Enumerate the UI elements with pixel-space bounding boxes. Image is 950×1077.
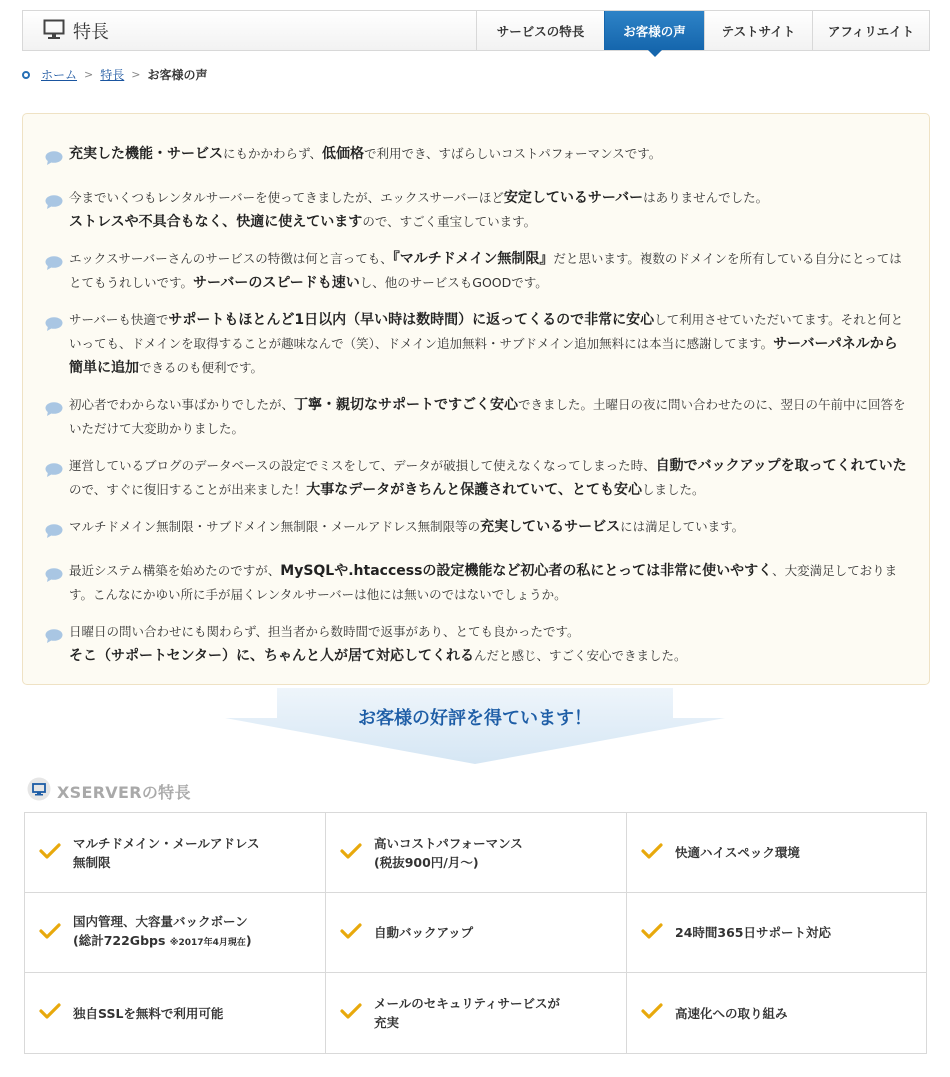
voice-item [45, 620, 909, 668]
page-title: 特長 [73, 21, 109, 43]
voice-highlight: MySQLや.htaccessの設定機能など初心者の私にとっては非常に使いやすく [280, 563, 773, 579]
speech-bubble-icon [45, 149, 63, 173]
feature-label [675, 923, 831, 942]
breadcrumb-separator: > [84, 68, 94, 81]
feature-item [627, 813, 926, 893]
feature-item [627, 893, 926, 973]
feature-item [326, 893, 627, 973]
voice-item [45, 247, 909, 295]
voice-item [45, 308, 909, 380]
feature-label-line: マルチドメイン・メールアドレス [73, 835, 260, 851]
feature-label [73, 1004, 223, 1023]
feature-item [627, 973, 926, 1053]
feature-label [374, 834, 523, 872]
voice-text-segment: して利用させていただいてます。それと何といっても、ドメインを取得することが趣味なんで（笑）、ドメイン追加無料・サブドメイン追加無料には本当に感謝してます。 [69, 312, 904, 351]
checkmark-icon [39, 922, 61, 944]
voice-item [45, 515, 909, 546]
voice-text-segment: できるのも便利です。 [139, 360, 264, 375]
voice-item [45, 186, 909, 234]
feature-item [326, 973, 627, 1053]
voice-text [69, 186, 909, 234]
voice-text [69, 247, 909, 295]
page-header [22, 10, 930, 51]
checkmark-icon [641, 922, 663, 944]
voice-text-segment: で利用でき、すばらしいコストパフォーマンスです。 [364, 146, 662, 161]
speech-bubble-icon [45, 400, 63, 424]
voice-text-segment: マルチドメイン無制限・サブドメイン無制限・メールアドレス無制限等の [69, 519, 481, 534]
speech-bubble-icon [45, 627, 63, 651]
voice-item [45, 393, 909, 441]
voice-text-segment: には満足しています。 [620, 519, 745, 534]
section-tabs [476, 11, 929, 50]
voice-text [69, 515, 909, 539]
features-heading-text: XSERVERの特長 [57, 782, 191, 802]
voice-highlight: 大事なデータがきちんと保護されていて、とても安心 [306, 482, 642, 498]
voice-highlight: 安定しているサーバー [503, 190, 644, 206]
customer-voices-box [22, 113, 930, 685]
voice-text [69, 620, 909, 668]
feature-label [73, 912, 252, 953]
feature-label-line: 24時間365日サポート対応 [675, 925, 831, 940]
speech-bubble-icon [45, 566, 63, 590]
features-heading [27, 777, 191, 805]
speech-bubble-icon [45, 522, 63, 546]
feature-item [326, 813, 627, 893]
speech-bubble-icon [45, 461, 63, 485]
voice-highlight: 丁寧・親切なサポートですごく安心 [294, 397, 519, 413]
voice-text-segment: はありませんでした。 [643, 190, 769, 205]
monitor-icon [43, 19, 65, 43]
breadcrumb-separator: > [131, 68, 141, 81]
feature-label-line-end: ) [245, 933, 252, 948]
tab-service-features[interactable]: サービスの特長 [476, 11, 604, 50]
feature-label-line: 独自SSLを無料で利用可能 [73, 1005, 224, 1021]
tab-customer-voices[interactable]: お客様の声 [604, 11, 704, 50]
feature-label-line: (総計722Gbps [73, 933, 170, 948]
feature-label [73, 834, 260, 872]
breadcrumb-home-link[interactable]: ホーム [41, 68, 78, 82]
review-banner-text: お客様の好評を得ています！ [358, 708, 592, 729]
feature-label-line: 高いコストパフォーマンス [374, 835, 523, 851]
voice-text-segment: 今までいくつもレンタルサーバーを使ってきましたが、エックスサーバーほど [69, 190, 504, 205]
checkmark-icon [340, 922, 362, 944]
voice-highlight: 『マルチドメイン無制限』 [392, 251, 554, 267]
tab-test-site[interactable]: テストサイト [704, 11, 812, 50]
voice-text-segment: 初心者でわからない事ばかりでしたが、 [69, 397, 295, 412]
feature-item [25, 973, 326, 1053]
speech-bubble-icon [45, 254, 63, 278]
voice-item [45, 559, 909, 607]
voice-text-segment: ので、すごく重宝しています。 [362, 214, 537, 229]
voice-highlight: 低価格 [322, 146, 365, 162]
voice-text-segment: エックスサーバーさんのサービスの特徴は何と言っても、 [69, 251, 393, 266]
voice-text-segment: ので、すぐに復旧することが出来ました！ [69, 482, 307, 497]
breadcrumb-current: お客様の声 [147, 68, 208, 82]
feature-label-line: 国内管理、大容量バックボーン [73, 914, 248, 929]
voice-highlight: サーバーパネルから簡単に追加 [69, 336, 898, 376]
voice-text [69, 559, 909, 607]
voice-highlight: 充実した機能・サービス [69, 146, 223, 162]
review-banner [225, 688, 725, 764]
breadcrumb-circle-icon [22, 71, 30, 79]
voice-text-segment: んだと感じ、すごく安心できました。 [474, 648, 687, 663]
features-grid [24, 812, 927, 1054]
voice-highlight: サーバーのスピードも速い [193, 275, 360, 291]
voice-text [69, 393, 909, 441]
feature-label [675, 843, 800, 862]
feature-label-line: 充実 [374, 1015, 400, 1030]
monitor-badge-icon [27, 777, 51, 805]
voice-text-segment: 運営しているブログのデータベースの設定でミスをして、データが破損して使えなくなってしまった時、 [69, 458, 656, 473]
feature-label-line: 自動バックアップ [374, 925, 474, 940]
voice-item [45, 142, 909, 173]
feature-label [675, 1004, 788, 1023]
voice-text-segment: しました。 [641, 482, 705, 497]
header-title-group [43, 11, 109, 50]
feature-label-line: (税抜900円/月～) [374, 854, 479, 870]
voice-text-segment: 最近システム構築を始めたのですが、 [69, 563, 281, 578]
feature-label-line: 高速化への取り組み [675, 1005, 788, 1021]
feature-item [25, 893, 326, 973]
voice-text [69, 454, 909, 502]
voice-text-segment: し、他のサービスもGOODです。 [359, 275, 548, 290]
checkmark-icon [641, 842, 663, 864]
voice-text-segment: できました。土曜日の夜に問い合わせたのに、翌日の午前中に回答をいただけて大変助かりました。 [69, 397, 906, 436]
speech-bubble-icon [45, 315, 63, 339]
feature-note: ※2017年4月現在 [169, 938, 246, 948]
breadcrumb-features-link[interactable]: 特長 [100, 68, 125, 82]
feature-item [25, 813, 326, 893]
feature-label-line: メールのセキュリティサービスが [374, 996, 561, 1011]
voice-text-segment: だと思います。複数のドメインを所有している自分にとってはとてもうれしいです。 [69, 251, 902, 290]
feature-label-line: 快適ハイスペック環境 [675, 845, 800, 860]
checkmark-icon [340, 842, 362, 864]
breadcrumb [22, 66, 207, 83]
voice-item [45, 454, 909, 502]
voice-text-segment: サーバーも快適で [69, 312, 169, 327]
checkmark-icon [340, 1002, 362, 1024]
feature-label-line: 無制限 [73, 854, 111, 870]
voice-text [69, 308, 909, 380]
feature-label [374, 923, 473, 942]
voice-highlight: 充実しているサービス [480, 519, 621, 535]
voice-text-segment: にもかかわらず、 [223, 146, 323, 161]
voice-highlight: サポートもほとんど1日以内（早い時は数時間）に返ってくるので非常に安心 [168, 312, 655, 328]
checkmark-icon [641, 1002, 663, 1024]
voice-text-segment: 、大変満足しております。こんなにかゆい所に手が届くレンタルサーバーは他には無いのではないでしょうか。 [69, 563, 898, 602]
voice-text-segment: 日曜日の問い合わせにも関わらず、担当者から数時間で返事があり、とても良かったです。 [69, 624, 580, 639]
speech-bubble-icon [45, 193, 63, 217]
checkmark-icon [39, 1002, 61, 1024]
tab-affiliate[interactable]: アフィリエイト [812, 11, 929, 50]
feature-label [374, 994, 560, 1032]
voice-highlight: そこ（サポートセンター）に、ちゃんと人が居て対応してくれる [69, 648, 475, 664]
checkmark-icon [39, 842, 61, 864]
voice-text [69, 142, 909, 166]
voice-highlight: ストレスや不具合もなく、快適に使えています [69, 214, 363, 230]
voice-highlight: 自動でバックアップを取ってくれていた [655, 458, 907, 474]
